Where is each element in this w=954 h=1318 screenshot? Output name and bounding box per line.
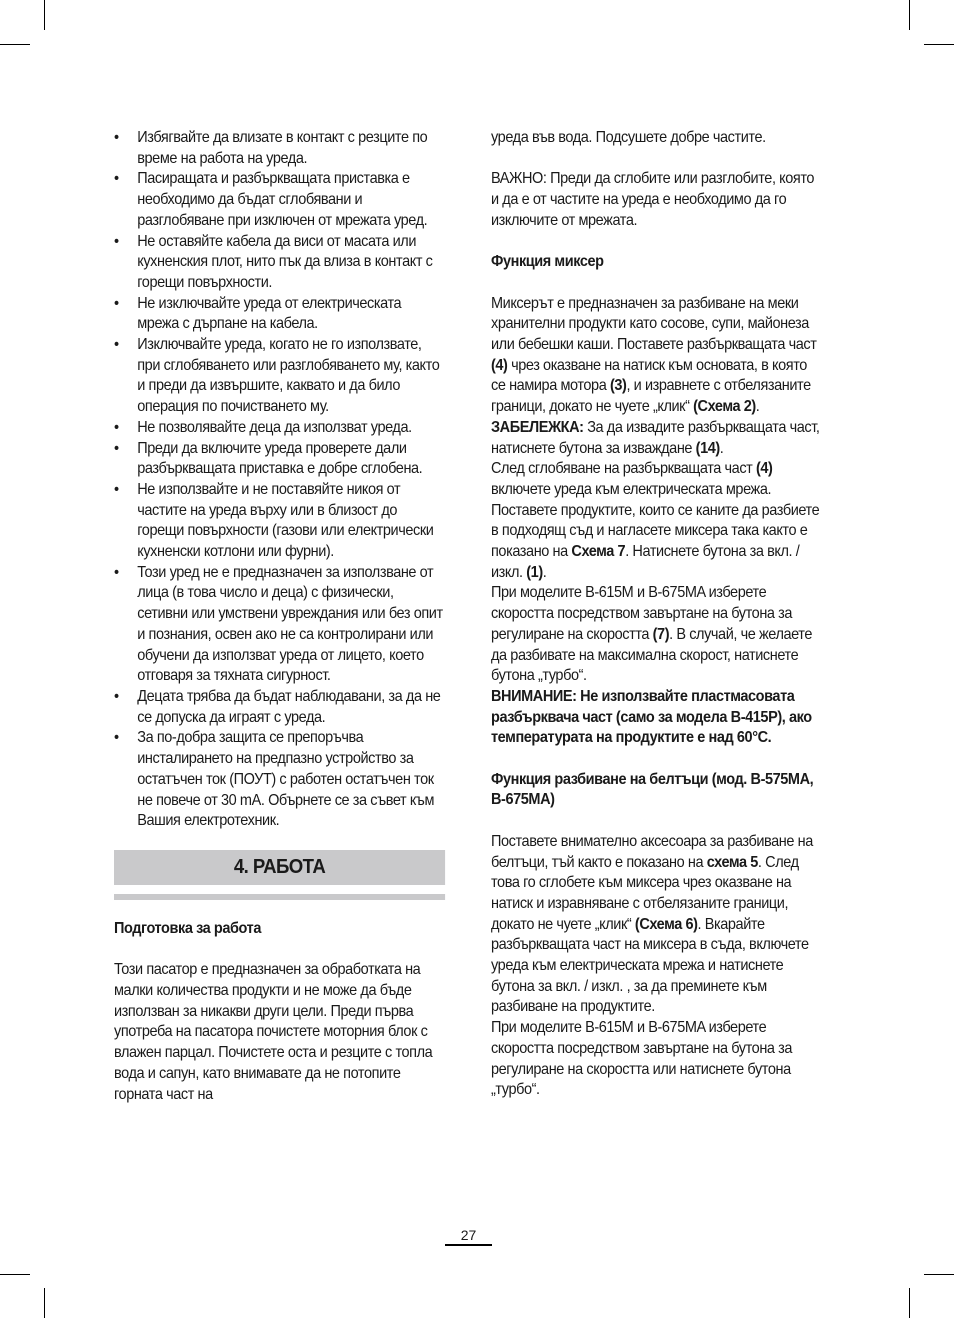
mixer-speed: При моделите B-615M и B-675MA изберете скоростта посредством завъртане на бутона за регулиране на скоростта (7). В случай, че желаете да разбивате на максимална скорост, натиснете бутона „турбо“. xyxy=(491,584,813,685)
continuation-paragraph: уреда във вода. Подсушете добре частите. xyxy=(491,129,766,146)
important-paragraph: ВАЖНО: Преди да сглобите или разглобите, която и да е от частите на уреда е необходимо да го изключите от мрежата. xyxy=(491,170,815,229)
safety-bullet-list xyxy=(114,128,445,832)
mixer-heading: Функция миксер xyxy=(491,253,604,271)
crop-mark-top-left-h xyxy=(0,44,30,45)
list-item: • За по-добра защита се препоръчва инсталирането на предпазно устройство за остатъчен ток (ПОУТ) с работен остатъчен ток не повече от 30 mA. Обърнете се за съвет към Вашия електротехник. xyxy=(114,728,445,832)
list-item: • Пасиращата и разбъркващата приставка е необходимо да бъдат сглобявани и разглобяване при изключен от мрежата уред. xyxy=(114,169,445,231)
crop-mark-top-right-v xyxy=(909,0,910,30)
section-title-bar xyxy=(114,850,445,885)
list-item: • Изключвайте уреда, когато не го използвате, при сглобяването или разглобяването му, както и преди да извършите, каквато и да било операция по почистването му. xyxy=(114,335,445,418)
crop-mark-bottom-left-v xyxy=(44,1288,45,1318)
section-title: 4. РАБОТА xyxy=(233,856,326,879)
list-item: • Не позволявайте деца да използват уреда. xyxy=(114,418,445,439)
preparation-paragraph: Този пасатор е предназначен за обработката на малки количества продукти и не може да бъде използван за никакви други цели. Преди първа употреба на пасатора почистете моторния блок с влажен парцал. Почистете оста и резците с топла вода и сапун, като внимавате да не потопите горната част на xyxy=(114,961,433,1103)
page-number: 27 xyxy=(460,1227,477,1243)
mixer-paragraph: Миксерът е предназначен за разбиване на меки хранителни продукти като сосове, супи, майонеза или бебешки каши. Поставете разбъркващата част (4) чрез оказване на натиск към основата, в която се намира мотора (3), и изравнете с отбелязаните граници, докато не чуете „клик“ (Схема 2). xyxy=(491,294,817,416)
mixer-note: ЗАБЕЛЕЖКА: За да извадите разбъркващата част, натиснете бутона за изваждане (14). xyxy=(491,418,820,457)
list-item: • Не изключвайте уреда от електрическата мрежа с дърпане на кабела. xyxy=(114,294,445,335)
mixer-usage: След сглобяване на разбъркващата част (4) включете уреда към електрическата мрежа. Поставете продуктите, които се каните да разбиете в подходящ съд и нагласете миксера така както е показано на Схема 7. Натиснете бутона за вкл. / изкл. (1). xyxy=(491,460,820,581)
list-item: • Не оставяйте кабела да виси от масата или кухненския плот, нито пък да влиза в контакт с горещи повърхности. xyxy=(114,232,445,294)
list-item: • Избягвайте да влизате в контакт с резците по време на работа на уреда. xyxy=(114,128,445,169)
whisk-heading: Функция разбиване на белтъци (мод. B-575MA, B-675MA) xyxy=(491,770,814,809)
whisk-speed: При моделите B-615M и B-675MA изберете скоростта посредством завъртане на бутона за регулиране на скоростта или натиснете бутона „турбо“. xyxy=(491,1019,793,1099)
whisk-paragraph: Поставете внимателно аксесоара за разбиване на белтъци, тъй както е показано на схема 5. След това го сглобете към миксера чрез оказване на натиск и изравняване с отбелязаните граници, докато не чуете „клик“ (Схема 6). Вкарайте разбъркващата част на миксера в съда, включете уреда към електрическата мрежа и натиснете бутона за вкл. / изкл. , за да преминете към разбиване на продуктите. xyxy=(491,832,813,1016)
list-item: • Не използвайте и не поставяйте никоя от частите на уреда върху или в близост до горещи повърхности (газови или електрически кухненски котлони или фурни). xyxy=(114,480,445,563)
mixer-warning: ВНИМАНИЕ: Не използвайте пластмасовата разбърквача част (само за модела B-415P), ако температурата на продуктите е над 60°C. xyxy=(491,687,812,747)
crop-mark-bottom-right-v xyxy=(909,1288,910,1318)
crop-mark-bottom-left-h xyxy=(0,1274,30,1275)
list-item: • Този уред не е предназначен за използване от лица (в това число и деца) с физически, сетивни или умствени увреждания или без опит и познания, освен ако не са контролирани или обучени да използват уреда от лицето, което отговаря за тяхната сигурност. xyxy=(114,563,445,687)
crop-mark-top-right-h xyxy=(924,44,954,45)
list-item: • Преди да включите уреда проверете дали разбъркващата приставка е добре сглобена. xyxy=(114,439,445,480)
list-item: • Децата трябва да бъдат наблюдавани, за да не се допуска да играят с уреда. xyxy=(114,687,445,728)
right-column xyxy=(491,128,824,1101)
page-number-rule xyxy=(445,1244,492,1246)
subheading-preparation: Подготовка за работа xyxy=(114,919,261,937)
crop-mark-top-left-v xyxy=(44,0,45,30)
left-column xyxy=(114,128,445,1105)
crop-mark-bottom-right-h xyxy=(924,1274,954,1275)
